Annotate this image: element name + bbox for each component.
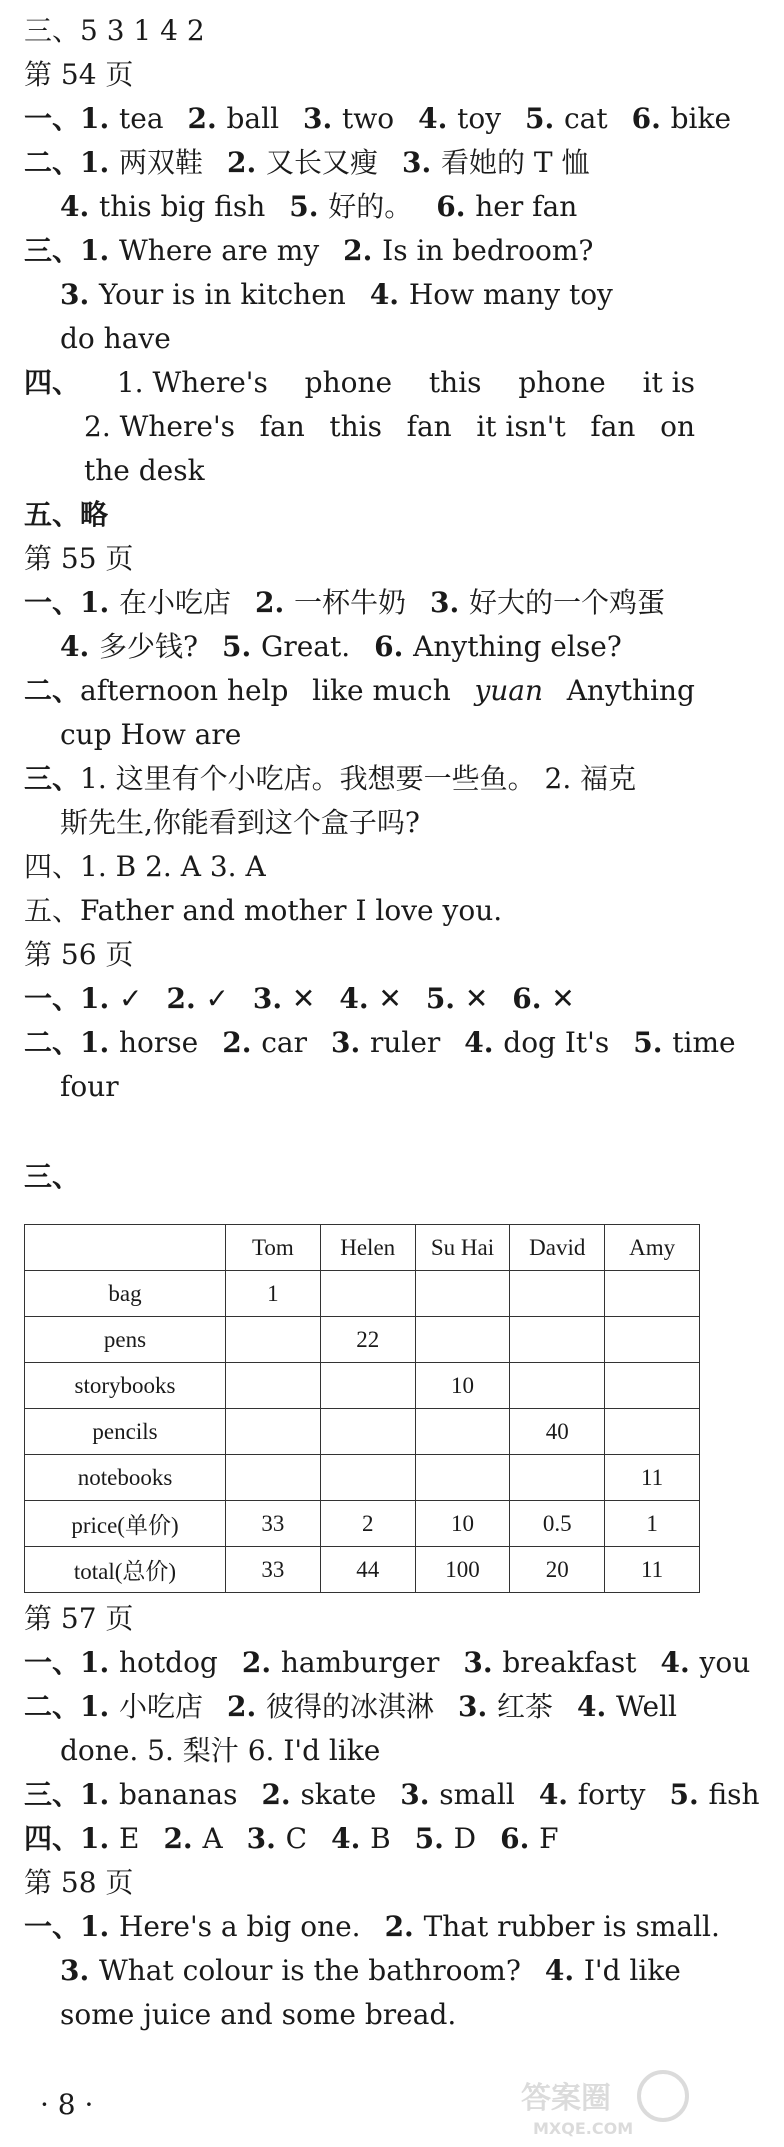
- answer-line: cup How are: [60, 718, 242, 751]
- item-text: car: [261, 1026, 307, 1059]
- answer-line: 四、 1. Where's phone this phone it is: [24, 360, 717, 406]
- table-cell: 2: [320, 1501, 415, 1547]
- table-cell: 10: [415, 1363, 510, 1409]
- answer-line: 斯先生,你能看到这个盒子吗?: [60, 806, 420, 839]
- answer-item: [418, 102, 501, 135]
- answer-line: 三、: [24, 1160, 81, 1193]
- item-text: 两双鞋: [119, 146, 204, 179]
- answer-item: [80, 146, 203, 179]
- answer-word: 2. Where's: [84, 410, 236, 443]
- row-label-cell: bag: [25, 1271, 226, 1317]
- answer-line: four: [60, 1070, 119, 1103]
- item-text: cat: [564, 102, 608, 135]
- answer-item: [430, 586, 665, 619]
- table-cell: [415, 1455, 510, 1501]
- item-number: 4.: [538, 1778, 578, 1811]
- item-text: 又长又瘦: [266, 146, 379, 179]
- row-label-cell: [25, 1225, 226, 1271]
- item-text: her fan: [475, 190, 578, 223]
- item-text: How many toy: [408, 278, 613, 311]
- table-cell: Helen: [320, 1225, 415, 1271]
- table-cell: David: [510, 1225, 605, 1271]
- item-text: ✓: [205, 982, 229, 1015]
- item-number: 4.: [660, 1646, 700, 1679]
- item-text: fish: [708, 1778, 760, 1811]
- table-cell: 22: [320, 1317, 415, 1363]
- table-cell: Su Hai: [415, 1225, 510, 1271]
- item-text: forty: [577, 1778, 646, 1811]
- answer-line: the desk: [84, 454, 205, 487]
- item-number: 5.: [425, 982, 465, 1015]
- item-number: 4.: [369, 278, 409, 311]
- table-cell: 40: [510, 1409, 605, 1455]
- answer-item: [402, 146, 589, 179]
- table-cell: [320, 1271, 415, 1317]
- table-header-row: [25, 1225, 700, 1271]
- svg-text:答案圈: 答案圈: [521, 2081, 611, 2116]
- answer-line: 一、1. ✓ 2. ✓ 3. ✕ 4. ✕ 5. ✕ 6. ✕: [24, 982, 575, 1015]
- answer-item: [255, 586, 406, 619]
- answer-item: [545, 1954, 681, 1987]
- item-text: 在小吃店: [119, 586, 232, 619]
- answer-item: [261, 1778, 376, 1811]
- answer-item: [222, 630, 350, 663]
- item-number: 1.: [80, 982, 119, 1015]
- table-cell: 100: [415, 1547, 510, 1593]
- table-row: [25, 1547, 700, 1593]
- item-text: toy: [457, 102, 502, 135]
- answer-item: [661, 1646, 751, 1679]
- item-number: 4.: [339, 982, 379, 1015]
- item-number: 5.: [669, 1778, 709, 1811]
- item-text: ✕: [378, 982, 402, 1015]
- item-text: ✓: [119, 982, 143, 1015]
- answer-word: fan: [259, 410, 305, 443]
- answer-item: [80, 234, 319, 267]
- table-cell: [226, 1455, 321, 1501]
- answer-line: 二、1. 小吃店 2. 彼得的冰淇淋 3. 红茶 4. Well: [24, 1690, 677, 1723]
- table-cell: [510, 1455, 605, 1501]
- answer-line: 一、1. hotdog 2. hamburger 3. breakfast 4. you: [24, 1646, 751, 1679]
- table-cell: [510, 1363, 605, 1409]
- item-text: ✕: [464, 982, 489, 1015]
- answer-item: [80, 1026, 198, 1059]
- item-text: D: [453, 1822, 477, 1855]
- answer-item: [289, 190, 412, 223]
- item-text: 红茶: [497, 1690, 554, 1723]
- item-text: What colour is the bathroom?: [98, 1954, 521, 1987]
- item-number: 2.: [227, 146, 266, 179]
- item-number: 2.: [163, 1822, 203, 1855]
- answer-item: [331, 1822, 391, 1855]
- answer-word: on: [660, 410, 695, 443]
- item-text: hamburger: [280, 1646, 440, 1679]
- item-text: this big fish: [98, 190, 266, 223]
- answer-item: [80, 1690, 203, 1723]
- answer-item: [632, 102, 731, 135]
- table-cell: 33: [226, 1501, 321, 1547]
- item-number: 4.: [544, 1954, 584, 1987]
- answer-item: [303, 102, 394, 135]
- item-number: 6.: [512, 982, 552, 1015]
- table-cell: [605, 1317, 700, 1363]
- answer-item: [60, 1954, 521, 1987]
- table-row: [25, 1455, 700, 1501]
- item-text: ✕: [291, 982, 316, 1015]
- item-text: 好的。: [328, 190, 413, 223]
- answer-item: [80, 1778, 237, 1811]
- table-cell: [415, 1317, 510, 1363]
- row-label-cell: total(总价): [25, 1547, 226, 1593]
- item-text: I'd like: [583, 1954, 681, 1987]
- price-table: [24, 1224, 700, 1593]
- item-text: ruler: [369, 1026, 441, 1059]
- row-label-cell: pencils: [25, 1409, 226, 1455]
- answer-line: 一、1. 在小吃店 2. 一杯牛奶 3. 好大的一个鸡蛋: [24, 586, 666, 619]
- item-number: 1.: [80, 1690, 119, 1723]
- item-text: bananas: [119, 1778, 238, 1811]
- answer-item: [80, 982, 142, 1015]
- item-number: 2.: [187, 102, 227, 135]
- item-number: 3.: [252, 982, 292, 1015]
- answer-item: [512, 982, 574, 1015]
- answer-item: [436, 190, 577, 223]
- item-number: 1.: [80, 586, 119, 619]
- answer-line: 四、1. E 2. A 3. C 4. B 5. D 6. F: [24, 1822, 559, 1855]
- item-number: 3.: [430, 586, 469, 619]
- table-cell: 11: [605, 1547, 700, 1593]
- table-cell: 44: [320, 1547, 415, 1593]
- item-number: 4.: [577, 1690, 616, 1723]
- answer-item: [415, 1822, 476, 1855]
- table-cell: Tom: [226, 1225, 321, 1271]
- answer-word: fan: [406, 410, 452, 443]
- answer-item: [80, 102, 164, 135]
- answer-item: [222, 1026, 307, 1059]
- answer-item: [227, 1690, 434, 1723]
- item-text: two: [342, 102, 395, 135]
- item-number: 4.: [464, 1026, 504, 1059]
- answer-line: 三、1. 这里有个小吃店。我想要一些鱼。 2. 福克: [24, 762, 637, 795]
- item-text: 一杯牛奶: [294, 586, 407, 619]
- answer-item: [463, 1646, 636, 1679]
- item-number: 5.: [222, 630, 261, 663]
- answer-word: it is: [642, 366, 695, 399]
- item-text: time: [672, 1026, 736, 1059]
- item-text: ball: [226, 102, 280, 135]
- table-cell: [320, 1455, 415, 1501]
- item-text: Your is in kitchen: [98, 278, 346, 311]
- item-number: 1.: [80, 146, 119, 179]
- item-number: 3.: [60, 278, 99, 311]
- answer-item: [188, 102, 280, 135]
- row-label-cell: notebooks: [25, 1455, 226, 1501]
- item-text: Where are my: [119, 234, 320, 267]
- answer-line: some juice and some bread.: [60, 1998, 457, 2031]
- answer-word: this: [428, 366, 482, 399]
- item-text: skate: [300, 1778, 377, 1811]
- item-number: 3.: [303, 102, 343, 135]
- item-number: 3.: [400, 1778, 440, 1811]
- table-cell: 1: [226, 1271, 321, 1317]
- item-number: 1.: [80, 1646, 119, 1679]
- page-heading: 第 58 页: [24, 1866, 134, 1899]
- table-cell: [605, 1363, 700, 1409]
- item-text: E: [119, 1822, 140, 1855]
- table-cell: 10: [415, 1501, 510, 1547]
- svg-text:MXQE.COM: MXQE.COM: [533, 2119, 634, 2138]
- answer-word: this: [329, 410, 382, 443]
- table-cell: [226, 1409, 321, 1455]
- table-cell: 20: [510, 1547, 605, 1593]
- answer-item: [370, 278, 613, 311]
- answer-line: 二、afternoon help like much yuan Anything: [24, 674, 695, 707]
- item-number: 4.: [60, 190, 99, 223]
- item-number: 6.: [374, 630, 414, 663]
- table-cell: [510, 1317, 605, 1363]
- answer-item: [458, 1690, 553, 1723]
- answer-item: [242, 1646, 439, 1679]
- answer-item: [525, 102, 608, 135]
- answer-line: 一、1. Here's a big one. 2. That rubber is small.: [24, 1910, 720, 1943]
- table-cell: [320, 1409, 415, 1455]
- answer-word: phone: [304, 366, 393, 399]
- answer-item: [331, 1026, 440, 1059]
- table-cell: [415, 1409, 510, 1455]
- answer-item: [80, 586, 231, 619]
- item-text: 彼得的冰淇淋: [266, 1690, 435, 1723]
- page-heading: 第 54 页: [24, 58, 134, 91]
- table-row: [25, 1501, 700, 1547]
- answer-item: [374, 630, 622, 663]
- table-cell: [605, 1409, 700, 1455]
- table-row: [25, 1271, 700, 1317]
- answer-item: [166, 982, 228, 1015]
- answer-item: [669, 1778, 759, 1811]
- item-number: 5.: [414, 1822, 454, 1855]
- item-number: 6.: [631, 102, 671, 135]
- item-text: ✕: [551, 982, 575, 1015]
- answer-item: [227, 146, 378, 179]
- item-number: 2.: [227, 1690, 266, 1723]
- item-number: 2.: [261, 1778, 301, 1811]
- answer-line: [60, 1948, 717, 1994]
- item-number: 3.: [330, 1026, 370, 1059]
- item-number: 2.: [241, 1646, 281, 1679]
- answer-line: 四、1. B 2. A 3. A: [24, 850, 266, 883]
- item-number: 5.: [525, 102, 564, 135]
- answer-item: [60, 278, 346, 311]
- answer-word: fan: [590, 410, 636, 443]
- page-heading: 第 57 页: [24, 1602, 134, 1635]
- answer-line: 二、1. 两双鞋 2. 又长又瘦 3. 看她的 T 恤: [24, 146, 590, 179]
- answer-item: [80, 1646, 218, 1679]
- answer-item: [60, 630, 198, 663]
- item-number: 3.: [246, 1822, 286, 1855]
- answer-line: [60, 272, 717, 318]
- answer-item: [464, 1026, 609, 1059]
- answer-item: [400, 1778, 515, 1811]
- row-label-cell: pens: [25, 1317, 226, 1363]
- answer-line: [60, 624, 717, 670]
- answer-item: [343, 234, 593, 267]
- item-number: 4.: [418, 102, 458, 135]
- row-label-cell: storybooks: [25, 1363, 226, 1409]
- answer-item: [253, 982, 315, 1015]
- item-text: dog It's: [503, 1026, 610, 1059]
- watermark-logo: [513, 2066, 703, 2140]
- item-text: F: [539, 1822, 559, 1855]
- item-text: small: [439, 1778, 515, 1811]
- table-cell: Amy: [605, 1225, 700, 1271]
- answer-line: 五、Father and mother I love you.: [24, 894, 503, 927]
- item-number: 2.: [255, 586, 294, 619]
- item-text: Here's a big one.: [119, 1910, 361, 1943]
- answer-word: 1. Where's: [116, 366, 268, 399]
- item-number: 6.: [436, 190, 476, 223]
- item-number: 3.: [402, 146, 441, 179]
- item-number: 1.: [80, 1778, 119, 1811]
- answer-line: 三、1. Where are my 2. Is in bedroom?: [24, 234, 594, 267]
- answer-item: [163, 1822, 222, 1855]
- item-number: 1.: [80, 1910, 119, 1943]
- answer-word: it isn't: [476, 410, 566, 443]
- table-cell: [605, 1271, 700, 1317]
- item-text: That rubber is small.: [423, 1910, 720, 1943]
- answer-item: [339, 982, 401, 1015]
- item-number: 3.: [458, 1690, 497, 1723]
- answer-item: [80, 1822, 139, 1855]
- table-cell: 11: [605, 1455, 700, 1501]
- item-number: 2.: [384, 1910, 424, 1943]
- answer-item: [426, 982, 488, 1015]
- item-text: Is in bedroom?: [382, 234, 594, 267]
- item-number: 4.: [60, 630, 99, 663]
- answer-line: done. 5. 梨汁 6. I'd like: [60, 1734, 381, 1767]
- item-text: A: [202, 1822, 223, 1855]
- item-text: Anything else?: [413, 630, 622, 663]
- table-cell: [226, 1363, 321, 1409]
- answer-line: 三、5 3 1 4 2: [24, 14, 205, 47]
- item-text: Great.: [260, 630, 351, 663]
- table-row: [25, 1317, 700, 1363]
- item-number: 1.: [80, 1822, 119, 1855]
- item-number: 5.: [289, 190, 329, 223]
- answer-item: [80, 1910, 361, 1943]
- item-number: 6.: [500, 1822, 540, 1855]
- item-number: 2.: [166, 982, 206, 1015]
- item-text: Well: [616, 1690, 677, 1723]
- item-number: 1.: [80, 234, 119, 267]
- item-text: breakfast: [502, 1646, 637, 1679]
- table-row: [25, 1363, 700, 1409]
- item-text: bike: [670, 102, 732, 135]
- answer-word: phone: [518, 366, 606, 399]
- item-number: 3.: [60, 1954, 99, 1987]
- item-number: 2.: [222, 1026, 262, 1059]
- answer-line: [60, 184, 717, 230]
- item-number: 1.: [80, 1026, 119, 1059]
- table-cell: 33: [226, 1547, 321, 1593]
- item-number: 3.: [463, 1646, 503, 1679]
- table-cell: [510, 1271, 605, 1317]
- table-cell: 0.5: [510, 1501, 605, 1547]
- item-text: you: [699, 1646, 751, 1679]
- answer-line: 二、1. horse 2. car 3. ruler 4. dog It's 5. time: [24, 1026, 736, 1059]
- page-heading: 第 56 页: [24, 938, 134, 971]
- answer-line: 三、1. bananas 2. skate 3. small 4. forty 5. fish: [24, 1778, 760, 1811]
- item-text: hotdog: [119, 1646, 218, 1679]
- answer-line: do have: [60, 322, 171, 355]
- row-label-cell: price(单价): [25, 1501, 226, 1547]
- answer-item: [633, 1026, 735, 1059]
- answer-line: [84, 404, 717, 450]
- answer-item: [60, 190, 265, 223]
- answer-item: [577, 1690, 677, 1723]
- answer-line: 一、1. tea 2. ball 3. two 4. toy 5. cat 6. bike: [24, 102, 732, 135]
- item-text: C: [285, 1822, 308, 1855]
- table-row: [25, 1409, 700, 1455]
- item-number: 4.: [331, 1822, 371, 1855]
- item-text: B: [370, 1822, 391, 1855]
- item-text: 小吃店: [119, 1690, 204, 1723]
- item-text: 好大的一个鸡蛋: [469, 586, 666, 619]
- answer-item: [385, 1910, 720, 1943]
- answer-item: [500, 1822, 558, 1855]
- page-heading: 第 55 页: [24, 542, 134, 575]
- answer-item: [539, 1778, 646, 1811]
- table-cell: [415, 1271, 510, 1317]
- table-cell: [320, 1363, 415, 1409]
- item-number: 2.: [343, 234, 383, 267]
- item-text: 多少钱?: [98, 630, 198, 663]
- table-cell: [226, 1317, 321, 1363]
- table-cell: 1: [605, 1501, 700, 1547]
- item-number: 1.: [80, 102, 119, 135]
- answer-line: 五、略: [24, 498, 109, 531]
- item-number: 5.: [633, 1026, 673, 1059]
- answer-item: [247, 1822, 307, 1855]
- item-text: horse: [119, 1026, 199, 1059]
- item-text: tea: [119, 102, 164, 135]
- item-text: 看她的 T 恤: [441, 146, 590, 179]
- page-number: · 8 ·: [40, 2088, 94, 2121]
